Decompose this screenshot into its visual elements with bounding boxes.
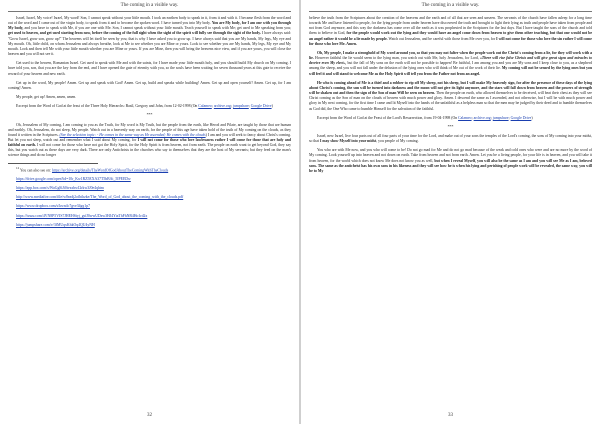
header-rule-right	[309, 11, 592, 12]
link-calameo[interactable]: Calameo	[458, 115, 472, 120]
footnote-link[interactable]: https://drive.google.com/open?id=10r_Kw1RZ5EXA37T5bBAi_5IPEEDw	[16, 177, 131, 182]
footnote-line	[8, 204, 291, 209]
footnote-link[interactable]: https://issuu.com/4VN8P5VJS7JHEHSiyj_gsfJ0wwUDzw3HJ4YiaThFhNB4Ho1rd2x	[16, 213, 148, 218]
footnote-link[interactable]: https://www.dropbox.com/s/kwn4c7gve34gq1p7	[16, 204, 90, 209]
running-header-left: The coming in a visible way.	[120, 3, 179, 8]
paragraph: Get used to the heaven, Romanian Israel. Get used to speak with Me and with the saints, for I have made your little mouth holy, and you should build My church on My coming. I have told you, son, that you are the key from the end, and I have opened the gate of eternity with you, so the souls have been waiting for seven thousand years at this gate to receive the reward of your heaven and new earth.	[8, 61, 291, 76]
excerpt-citation: Excerpt from the Word of God at the feast of the Three Holy Hierarchs: Basil, Gregory and John, from 12-02-1998 (On Calameo; archive.org; jumpshare; Google Drive)	[16, 104, 273, 109]
excerpt-citation: Excerpt from the Word of God at the Feast of the Lord's Resurrection, from 19-04-1998 (On Calameo; archive.org; jumpshare; Google Drive)	[317, 115, 533, 120]
link-jumpshare[interactable]: jumpshare	[232, 104, 249, 109]
paragraph: He who is coming ahead of Me is a thief and a robber to rip off My sheep, not his sheep, but I will make My heavenly sign, for after the presence of these days of the lying about Christ's coming, the sun will be turned into darkness and the moon will not give its light anymore, and the stars will fall down from heaven and the powers of strength will be shaken out and then the sign of the Son of man Will be seen on heaven. Then the people on earth, who allowed themselves to be deceived, will beat their chest as they will see Christ coming as the Son of man on the clouds of heaven with much power and glory. Amen. I descend the same as I ascended, and not otherwise, but I will be with much power and glory in My next coming, for the first time I came and lit Myself into the hands of the unfaithful as a helpless man so that the men may be judged by their deed and to humble themselves as God did, the One Who came to humble Himself for the salvation of the faithful.	[309, 80, 592, 111]
footnote-line	[8, 186, 291, 191]
left-page-body	[8, 16, 291, 404]
paragraph: Oh, My people, I make a stronghold of My word around you, so that you may not falter when the people work out the Christ's coming from a lie, for they will work with a lie. However faithful the lie would seem to the lying man, you watch out with Me, holy Jerusalem, for Lord, «There will rise false Christs and will give great signs and miracles to deceive even My elect», but the fall of My sons on the earth will not be possible to happen! Be faithful, I am among you and you are My sons and I keep close to you, as a shepherd among the sheep, and you will not fall under the delusion of the lying ones who will think of Me out of the work of their lie. My coming will not be sensed by the lying ones but you will feel it and will stand to welcome Me as the Holy Spirit will tell you from the Father not from an angel.	[309, 50, 592, 76]
running-header-right: The coming in a visible way.	[421, 3, 480, 8]
footnote-link[interactable]: https://archive.org/details/TheWordOfGodAboutTheComingWithTheClouds	[51, 167, 169, 172]
footnote-line	[8, 177, 291, 182]
paragraph: Get up in the word, My people! Amen. Get up and speak with God! Amen. Get up, build and speaks while building! Amen. Get up and open yourself! Amen. Get up, for I am coming! Amen.	[8, 80, 291, 90]
right-page	[301, 0, 600, 424]
footnote-link[interactable]: https://app.box.com/s/WaGgl6Ji0tvzxbwJ2rkw3J0e4qhtm	[16, 186, 104, 191]
paragraph: You who are with Me now, and you who will come to be! Do not go mad for Me and do not go mad because of the weak and cold ones who were and are no more by the word of My coming. Look yourself up into heaven and not down on earth. Take from heaven and not from earth. Amen. Let you be a living people, for your life is in heaven, and you will take it from heaven, for the world which does not know Me does not know you as well, but when I reveal Myself, you will also be the same as I am and you will see Me as I am, beloved sons. The same as the antichrist has his own sons in his likeness and they will see how he is when his lying and perishing of people work will be revealed, the same way, you will be to My	[309, 148, 592, 173]
paragraph: Israel, Israel, My voice! Israel, My word! Son, I cannot speak without your little mouth. I took an earthen body to speak in it, from it and with it. I became flesh from the word and out of the word and I came out of the virgin body, to speak from it and to become the spoken word. I have turned you into My body. You are My body, for I am one with you through My body, and you have to speak with Me, if you are one with Me. Son, I cannot speak without your little mouth. Teach yourself to speak with Me; get used to Me speaking from you; get used to heaven, and get used starting from now, before the coming of the full sight when the sight of the spirit will fully see through the sight of the body. I have always said: "Grow Israel, grow son, grow up!" The heavens will let itself be seen by you; that is why I have asked you to grow up. I have always said that you are My hands, My legs, My eye and My mouth. Oh, little child, on whom Jerusalem and always breathe, look at Me to see whether you are Mine or yours. Look to see whether you are My hands, My legs, My eye and My mouth. Look and then tell Me with your little mouth whether you are Mine or yours. If you are Mine, then you will bring the heavens nice view, and if you are yours, you will close the heaven and you will not see it.	[8, 16, 291, 57]
link-google-drive[interactable]: Google Drive	[510, 115, 532, 120]
header-rule-left	[8, 11, 291, 12]
section-separator: ***	[447, 124, 454, 129]
paragraph: My people, get up! Amen, amen, amen.	[16, 95, 77, 100]
link-calameo[interactable]: Calameo	[198, 104, 212, 109]
link-archive-org[interactable]: archive.org	[473, 115, 491, 120]
footnote-line	[8, 195, 291, 200]
section-separator: ***	[146, 113, 153, 118]
link-google-drive[interactable]: Google Drive	[250, 104, 272, 109]
paragraph: Oh, Jerusalem of My coming, I am coming to you as the Truth, for My word is My Truth, but the people from the earth, like Herod and Pilate, are taught by those that are human and earthly. Oh, Jerusalem, do not sleep, My people. Watch out in a heavenly way on earth, for the people of this age have taken hold of the truth of My coming on the clouds, as they found it written in the Scriptures. (See the selection topic: - He comes in the same way as He ascended; He comes with the clouds) I am and you will seek to fancy about Christ's coming. But let you not sleep, watch out and remember what I said about My coming, for I will not come for those who love lawlessness rather I will come for those that are holy and faithful on earth. I will not come for those who have not got the Holy Spirit, for the Holy Spirit is from heaven, not from earth. The people on earth want to get beyond God, they say this, but you watch out as these days are very dark. There are only Antichrists in the churches who say to themselves that they are the host of My servants; but they feed on the man's science things and do no longer	[8, 122, 291, 158]
topic-link[interactable]: (See the selection topic: - He comes in the same way as He ascended; He comes with the clouds	[59, 132, 206, 137]
footnote-line	[8, 223, 291, 228]
link-jumpshare[interactable]: jumpshare	[492, 115, 509, 120]
footnote-marker: 12	[16, 165, 20, 170]
link-archive-org[interactable]: archive.org	[213, 104, 231, 109]
footnote-rule	[8, 163, 98, 164]
paragraph: believe the truth from the Scriptures about the creation of the heavens and the earth and of all that are seen and unseen. The servants of the church have fallen asleep for a long time towards Me and have listened to people, for the lying people from under heaven have discovered the truth and brought to light their lying as truth and people have taken from people and not from God anymore, and this way the darkness has come over all the earth as it was prophesied in the Scriptures for the last days. But I have taught the sons of the church and told them to believe in God, for the people would work out the lying and they would have an angel come down from heaven to give them other teaching, but that one would not be an angel rather it would be a lie made by people. Watch out Jerusalem, and be careful with those from Me over you, for I will not come for those who love the sin rather I will come for those who love Me. Amen.	[309, 16, 592, 46]
footnote-link[interactable]: http://www.mediafire.com/file/w8eadj2ofhthzke/The_Word_of_God_about_the_coming_with_the_clouds.pdf	[16, 195, 184, 200]
footnote-line	[8, 214, 291, 219]
footnote-link[interactable]: https://jumpshare.com/v/3fMUqxKhkOq4QU4yNH	[16, 222, 95, 227]
page-number-right: 33	[448, 413, 453, 418]
right-page-body	[309, 16, 592, 404]
page-number-left: 32	[147, 413, 152, 418]
left-page	[0, 0, 299, 424]
footnote: $^{12}$ You can also see on: https://archive.org/details/TheWordOfGodAboutTheComingWithTheClouds	[16, 165, 169, 172]
paragraph: Israel, new Israel, live four parts out of all four parts of your time for the Lord, and make out of your sons the temples of the Lord's coming, the sons of My coming into your midst, so that I may show Myself into your midst, you people of My coming.	[309, 133, 592, 144]
